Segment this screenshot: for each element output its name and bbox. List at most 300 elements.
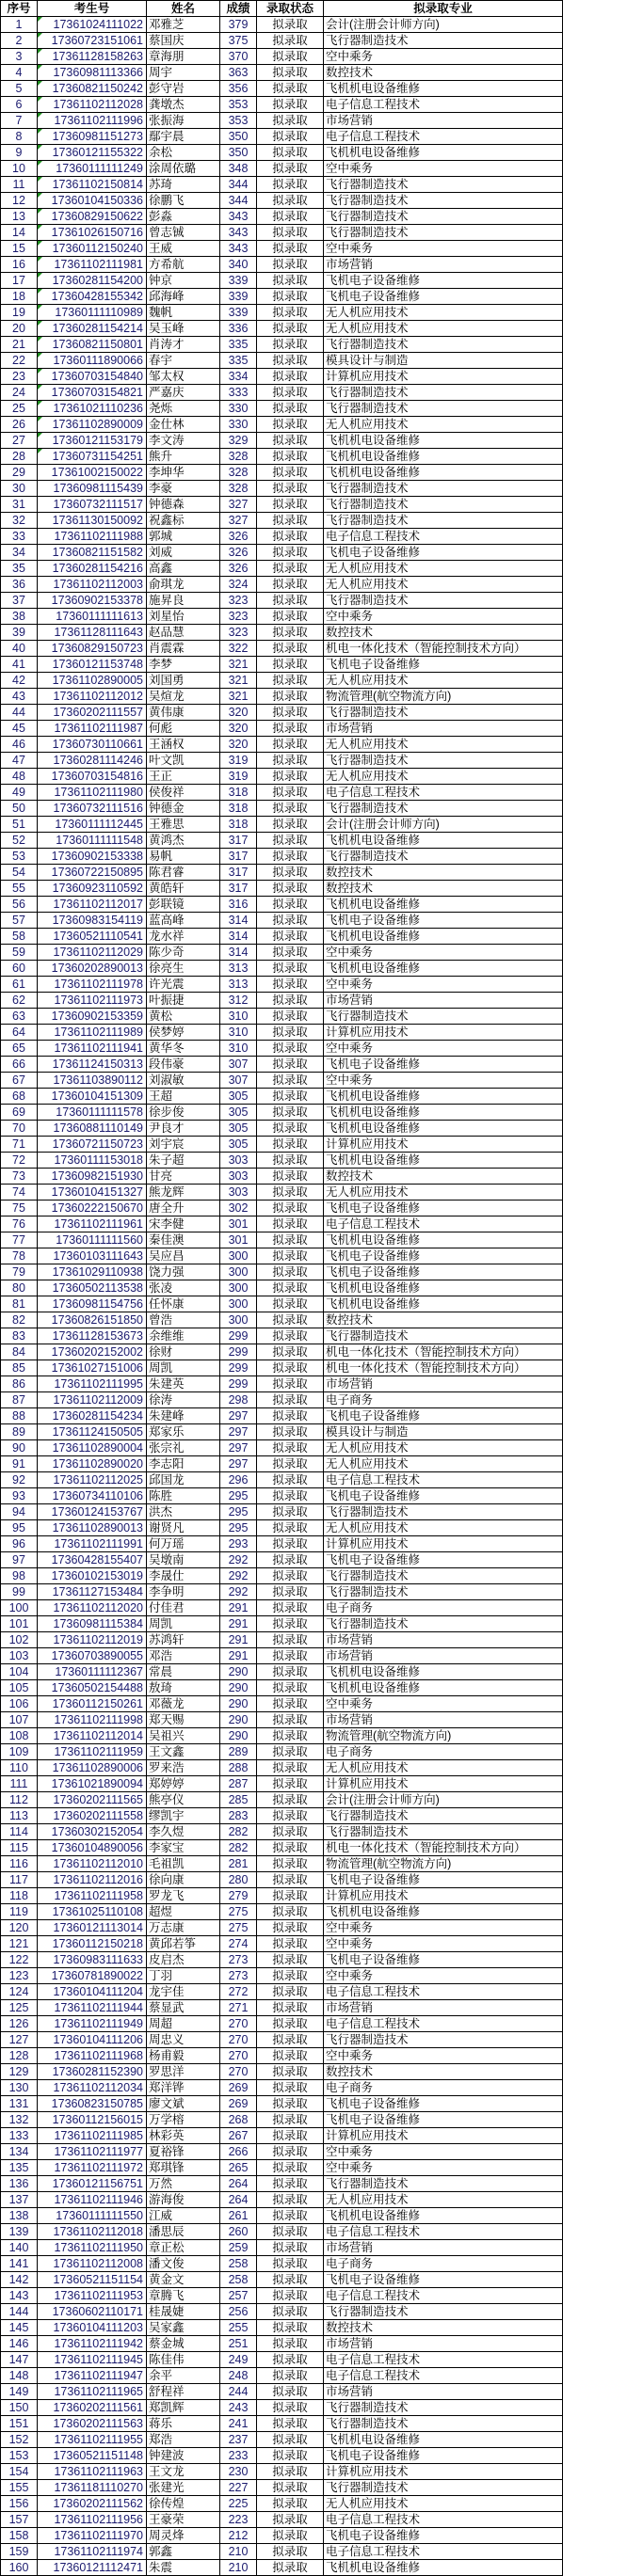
seq-cell: 159 — [1, 2544, 38, 2560]
major-cell: 空中乘务 — [324, 1920, 563, 1936]
seq-cell: 96 — [1, 1536, 38, 1552]
major-cell: 飞行器制造技术 — [324, 2400, 563, 2416]
major-cell: 物流管理(航空物流方向) — [324, 689, 563, 705]
name-cell: 周忠义 — [147, 2032, 220, 2048]
name-cell: 高鑫 — [147, 561, 220, 577]
major-cell: 飞行器制造技术 — [324, 385, 563, 401]
table-row — [1, 385, 563, 401]
table-row — [1, 337, 563, 353]
name-cell: 徐亮生 — [147, 961, 220, 977]
table-row — [1, 225, 563, 241]
status-cell: 拟录取 — [257, 2048, 324, 2064]
table-row — [1, 433, 563, 449]
table-row — [1, 2048, 563, 2064]
score-cell: 285 — [220, 1792, 257, 1808]
table-row — [1, 2080, 563, 2096]
table-row — [1, 465, 563, 481]
status-cell: 拟录取 — [257, 1584, 324, 1600]
seq-cell: 115 — [1, 1840, 38, 1856]
text-number-indicator-icon — [38, 177, 42, 182]
seq-cell: 72 — [1, 1153, 38, 1169]
table-row — [1, 881, 563, 897]
major-cell: 市场营销 — [324, 1712, 563, 1728]
table-row — [1, 321, 563, 337]
score-cell: 343 — [220, 225, 257, 241]
table-row — [1, 113, 563, 129]
text-number-indicator-icon — [38, 417, 42, 421]
name-cell: 谢贤凡 — [147, 1520, 220, 1536]
status-cell: 拟录取 — [257, 2224, 324, 2240]
major-cell: 无人机应用技术 — [324, 1440, 563, 1456]
name-cell: 彭守岩 — [147, 81, 220, 97]
status-cell: 拟录取 — [257, 97, 324, 113]
text-number-indicator-icon — [38, 449, 42, 453]
status-cell: 拟录取 — [257, 2320, 324, 2336]
status-cell: 拟录取 — [257, 577, 324, 593]
name-cell: 潘思辰 — [147, 2224, 220, 2240]
table-row — [1, 2352, 563, 2368]
major-cell: 会计(注册会计师方向) — [324, 17, 563, 33]
exam-id-cell: 17360111111578 — [38, 1105, 147, 1121]
exam-id-cell — [38, 33, 147, 49]
major-cell: 飞行器制造技术 — [324, 705, 563, 721]
table-row — [1, 1057, 563, 1073]
score-cell: 275 — [220, 1920, 257, 1936]
seq-cell: 43 — [1, 689, 38, 705]
score-cell: 212 — [220, 2528, 257, 2544]
exam-id-cell: 17360121156751 — [38, 2176, 147, 2192]
major-cell: 飞行器制造技术 — [324, 193, 563, 209]
score-cell: 282 — [220, 1840, 257, 1856]
score-cell: 379 — [220, 17, 257, 33]
table-row — [1, 2384, 563, 2400]
name-cell: 徐传煌 — [147, 2496, 220, 2512]
major-cell: 飞行器制造技术 — [324, 2032, 563, 2048]
seq-cell: 154 — [1, 2464, 38, 2480]
status-cell: 拟录取 — [257, 273, 324, 289]
score-cell: 300 — [220, 1280, 257, 1296]
major-cell: 飞机机电设备维修 — [324, 465, 563, 481]
name-cell: 邱国龙 — [147, 1472, 220, 1488]
major-cell: 空中乘务 — [324, 945, 563, 961]
score-cell: 298 — [220, 1392, 257, 1408]
name-cell: 周灵烽 — [147, 2528, 220, 2544]
seq-cell: 63 — [1, 1009, 38, 1025]
seq-cell: 108 — [1, 1728, 38, 1744]
status-cell: 拟录取 — [257, 481, 324, 497]
score-cell: 243 — [220, 2400, 257, 2416]
major-cell: 飞行器制造技术 — [324, 497, 563, 513]
score-cell: 241 — [220, 2416, 257, 2432]
major-cell: 会计(注册会计师方向) — [324, 1792, 563, 1808]
name-cell: 龚墩杰 — [147, 97, 220, 113]
major-cell: 飞机电子设备维修 — [324, 2096, 563, 2112]
exam-id-cell: 17361124150313 — [38, 1057, 147, 1073]
seq-cell: 157 — [1, 2512, 38, 2528]
text-number-indicator-icon — [38, 17, 42, 22]
exam-id-cell: 17361102111945 — [38, 2352, 147, 2368]
header-score: 成绩 — [220, 1, 257, 17]
exam-id-cell: 17360202111557 — [38, 705, 147, 721]
major-cell: 飞机机电设备维修 — [324, 145, 563, 161]
seq-cell: 125 — [1, 2000, 38, 2016]
seq-cell: 152 — [1, 2432, 38, 2448]
exam-id-cell: 17360202111563 — [38, 2416, 147, 2432]
exam-id-cell: 17360829150723 — [38, 641, 147, 657]
seq-cell: 37 — [1, 593, 38, 609]
seq-cell: 106 — [1, 1696, 38, 1712]
table-row — [1, 1664, 563, 1680]
exam-id-cell — [38, 385, 147, 401]
status-cell: 拟录取 — [257, 49, 324, 65]
seq-cell: 95 — [1, 1520, 38, 1536]
seq-cell: 26 — [1, 417, 38, 433]
seq-cell: 76 — [1, 1216, 38, 1232]
table-body — [1, 17, 563, 2576]
name-cell: 李坤华 — [147, 465, 220, 481]
major-cell: 空中乘务 — [324, 2160, 563, 2176]
seq-cell: 137 — [1, 2192, 38, 2208]
header-row — [1, 1, 563, 17]
seq-cell: 15 — [1, 241, 38, 257]
score-cell: 323 — [220, 593, 257, 609]
seq-cell: 81 — [1, 1296, 38, 1312]
exam-id-cell: 17360902153359 — [38, 1009, 147, 1025]
text-number-indicator-icon — [38, 401, 42, 405]
seq-cell: 84 — [1, 1344, 38, 1360]
seq-cell: 153 — [1, 2448, 38, 2464]
name-cell: 李梦 — [147, 657, 220, 673]
name-cell: 付佳君 — [147, 1600, 220, 1616]
score-cell: 310 — [220, 1041, 257, 1057]
status-cell: 拟录取 — [257, 2288, 324, 2304]
seq-cell: 156 — [1, 2496, 38, 2512]
status-cell: 拟录取 — [257, 1344, 324, 1360]
name-cell: 超煜 — [147, 1904, 220, 1920]
status-cell: 拟录取 — [257, 657, 324, 673]
table-row — [1, 2448, 563, 2464]
score-cell: 353 — [220, 113, 257, 129]
score-cell: 295 — [220, 1504, 257, 1520]
name-cell: 徐涛 — [147, 1392, 220, 1408]
name-cell: 李家宝 — [147, 1840, 220, 1856]
seq-cell: 8 — [1, 129, 38, 145]
exam-id-text: 17361024111022 — [53, 18, 143, 31]
name-cell: 廖文斌 — [147, 2096, 220, 2112]
status-cell: 拟录取 — [257, 1360, 324, 1376]
seq-cell: 130 — [1, 2080, 38, 2096]
status-cell: 拟录取 — [257, 1872, 324, 1888]
table-row — [1, 1824, 563, 1840]
exam-id-cell — [38, 193, 147, 209]
seq-cell: 83 — [1, 1328, 38, 1344]
table-row — [1, 785, 563, 801]
seq-cell: 132 — [1, 2112, 38, 2128]
name-cell: 章正松 — [147, 2240, 220, 2256]
table-row — [1, 2128, 563, 2144]
major-cell: 数控技术 — [324, 1169, 563, 1185]
score-cell: 317 — [220, 833, 257, 849]
table-row — [1, 1472, 563, 1488]
major-cell: 飞机机电设备维修 — [324, 1280, 563, 1296]
score-cell: 225 — [220, 2496, 257, 2512]
name-cell: 王正 — [147, 769, 220, 785]
major-cell: 飞机电子设备维修 — [324, 1057, 563, 1073]
table-row — [1, 1424, 563, 1440]
seq-cell: 97 — [1, 1552, 38, 1568]
table-row — [1, 497, 563, 513]
name-cell: 张凌 — [147, 1280, 220, 1296]
score-cell: 329 — [220, 433, 257, 449]
seq-cell: 92 — [1, 1472, 38, 1488]
score-cell: 275 — [220, 1904, 257, 1920]
table-row — [1, 2000, 563, 2016]
text-number-indicator-icon — [38, 305, 42, 310]
major-cell: 空中乘务 — [324, 241, 563, 257]
exam-id-cell: 17361102111958 — [38, 1888, 147, 1904]
score-cell: 299 — [220, 1328, 257, 1344]
major-cell: 飞机机电设备维修 — [324, 2208, 563, 2224]
table-row — [1, 145, 563, 161]
exam-id-cell: 17361181110270 — [38, 2480, 147, 2496]
seq-cell: 150 — [1, 2400, 38, 2416]
major-cell: 飞行器制造技术 — [324, 209, 563, 225]
score-cell: 363 — [220, 65, 257, 81]
exam-id-cell — [38, 209, 147, 225]
exam-id-cell: 17360521151148 — [38, 2448, 147, 2464]
seq-cell: 49 — [1, 785, 38, 801]
exam-id-cell: 17360222150670 — [38, 1201, 147, 1216]
name-cell: 易帆 — [147, 849, 220, 865]
name-cell: 余维维 — [147, 1328, 220, 1344]
name-cell: 丁羽 — [147, 1968, 220, 1984]
seq-cell: 4 — [1, 65, 38, 81]
name-cell: 邱海峰 — [147, 289, 220, 305]
seq-cell: 33 — [1, 529, 38, 545]
major-cell: 数控技术 — [324, 2320, 563, 2336]
table-row — [1, 945, 563, 961]
seq-cell: 114 — [1, 1824, 38, 1840]
exam-id-text: 17361102111981 — [54, 258, 143, 271]
exam-id-cell: 17361102112014 — [38, 1728, 147, 1744]
exam-id-text: 17361102150814 — [52, 178, 143, 191]
exam-id-cell: 17360281154216 — [38, 561, 147, 577]
exam-id-cell: 17360502154488 — [38, 1680, 147, 1696]
exam-id-cell: 17361102111947 — [38, 2368, 147, 2384]
score-cell: 339 — [220, 305, 257, 321]
score-cell: 291 — [220, 1632, 257, 1648]
major-cell: 无人机应用技术 — [324, 2192, 563, 2208]
score-cell: 290 — [220, 1712, 257, 1728]
score-cell: 259 — [220, 2240, 257, 2256]
status-cell: 拟录取 — [257, 1696, 324, 1712]
text-number-indicator-icon — [38, 209, 42, 214]
status-cell: 拟录取 — [257, 2304, 324, 2320]
table-row — [1, 1121, 563, 1137]
seq-cell: 53 — [1, 849, 38, 865]
status-cell: 拟录取 — [257, 2000, 324, 2016]
status-cell: 拟录取 — [257, 33, 324, 49]
score-cell: 323 — [220, 625, 257, 641]
exam-id-cell: 17360881110149 — [38, 1121, 147, 1137]
score-cell: 271 — [220, 2000, 257, 2016]
exam-id-cell: 17360121153748 — [38, 657, 147, 673]
exam-id-cell: 17361027151006 — [38, 1360, 147, 1376]
seq-cell: 65 — [1, 1041, 38, 1057]
score-cell: 297 — [220, 1408, 257, 1424]
exam-id-cell: 17360104890056 — [38, 1840, 147, 1856]
score-cell: 264 — [220, 2192, 257, 2208]
name-cell: 郑洋铧 — [147, 2080, 220, 2096]
name-cell: 敖琦 — [147, 1680, 220, 1696]
major-cell: 飞机机电设备维修 — [324, 2560, 563, 2576]
exam-id-cell: 17360104111203 — [38, 2320, 147, 2336]
seq-cell: 131 — [1, 2096, 38, 2112]
name-cell: 许光震 — [147, 977, 220, 993]
major-cell: 飞行器制造技术 — [324, 2480, 563, 2496]
major-cell: 飞机机电设备维修 — [324, 81, 563, 97]
score-cell: 291 — [220, 1648, 257, 1664]
table-row — [1, 1360, 563, 1376]
seq-cell: 151 — [1, 2416, 38, 2432]
name-cell: 余松 — [147, 145, 220, 161]
name-cell: 王豪荣 — [147, 2512, 220, 2528]
exam-id-cell: 17361102111953 — [38, 2288, 147, 2304]
major-cell: 空中乘务 — [324, 49, 563, 65]
exam-id-cell: 17360826151850 — [38, 1312, 147, 1328]
name-cell: 江威 — [147, 2208, 220, 2224]
major-cell: 机电一体化技术（智能控制技术方向） — [324, 641, 563, 657]
major-cell: 计算机应用技术 — [324, 1137, 563, 1153]
table-row — [1, 817, 563, 833]
exam-id-text: 17360428155342 — [51, 290, 143, 303]
score-cell: 300 — [220, 1264, 257, 1280]
table-row — [1, 305, 563, 321]
seq-cell: 88 — [1, 1408, 38, 1424]
status-cell: 拟录取 — [257, 1280, 324, 1296]
table-row — [1, 2528, 563, 2544]
seq-cell: 20 — [1, 321, 38, 337]
status-cell: 拟录取 — [257, 1520, 324, 1536]
score-cell: 321 — [220, 657, 257, 673]
major-cell: 飞机电子设备维修 — [324, 545, 563, 561]
name-cell: 杨甫毅 — [147, 2048, 220, 2064]
score-cell: 299 — [220, 1344, 257, 1360]
seq-cell: 48 — [1, 769, 38, 785]
status-cell: 拟录取 — [257, 2464, 324, 2480]
table-row — [1, 2304, 563, 2320]
exam-id-cell: 17360111112367 — [38, 1664, 147, 1680]
name-cell: 段伟豪 — [147, 1057, 220, 1073]
exam-id-cell: 17360521151154 — [38, 2272, 147, 2288]
exam-id-cell: 17360902153338 — [38, 849, 147, 865]
table-row — [1, 2144, 563, 2160]
table-row — [1, 865, 563, 881]
status-cell: 拟录取 — [257, 993, 324, 1009]
major-cell: 空中乘务 — [324, 2048, 563, 2064]
major-cell: 飞机机电设备维修 — [324, 961, 563, 977]
name-cell: 周凯 — [147, 1360, 220, 1376]
score-cell: 296 — [220, 1472, 257, 1488]
status-cell: 拟录取 — [257, 1025, 324, 1041]
status-cell: 拟录取 — [257, 2272, 324, 2288]
text-number-indicator-icon — [38, 337, 42, 342]
exam-id-cell — [38, 65, 147, 81]
exam-id-cell: 17361102111991 — [38, 1536, 147, 1552]
text-number-indicator-icon — [38, 385, 42, 390]
major-cell: 市场营销 — [324, 257, 563, 273]
name-cell: 万然 — [147, 2176, 220, 2192]
table-row — [1, 753, 563, 769]
seq-cell: 68 — [1, 1089, 38, 1105]
seq-cell: 91 — [1, 1456, 38, 1472]
major-cell: 飞机电子设备维修 — [324, 2112, 563, 2128]
table-row — [1, 417, 563, 433]
exam-id-cell: 17360111111560 — [38, 1232, 147, 1248]
major-cell: 飞机电子设备维修 — [324, 1952, 563, 1968]
score-cell: 327 — [220, 513, 257, 529]
score-cell: 356 — [220, 81, 257, 97]
name-cell: 陈少奇 — [147, 945, 220, 961]
exam-id-cell: 17360734110106 — [38, 1488, 147, 1504]
table-row — [1, 353, 563, 369]
major-cell: 飞行器制造技术 — [324, 2416, 563, 2432]
table-row — [1, 33, 563, 49]
major-cell: 飞行器制造技术 — [324, 481, 563, 497]
seq-cell: 136 — [1, 2176, 38, 2192]
score-cell: 334 — [220, 369, 257, 385]
name-cell: 万志康 — [147, 1920, 220, 1936]
status-cell: 拟录取 — [257, 1632, 324, 1648]
exam-id-cell — [38, 417, 147, 433]
seq-cell: 113 — [1, 1808, 38, 1824]
score-cell: 289 — [220, 1744, 257, 1760]
score-cell: 323 — [220, 609, 257, 625]
seq-cell: 124 — [1, 1984, 38, 2000]
name-cell: 赵品慧 — [147, 625, 220, 641]
seq-cell: 146 — [1, 2336, 38, 2352]
name-cell: 吴祖兴 — [147, 1728, 220, 1744]
score-cell: 292 — [220, 1584, 257, 1600]
major-cell: 市场营销 — [324, 1376, 563, 1392]
name-cell: 邓薇龙 — [147, 1696, 220, 1712]
table-row — [1, 1888, 563, 1904]
score-cell: 326 — [220, 561, 257, 577]
major-cell: 计算机应用技术 — [324, 1536, 563, 1552]
name-cell: 李争明 — [147, 1584, 220, 1600]
exam-id-cell: 17360982151930 — [38, 1169, 147, 1185]
status-cell: 拟录取 — [257, 1248, 324, 1264]
exam-id-cell: 17361102111968 — [38, 2048, 147, 2064]
table-row — [1, 2400, 563, 2416]
name-cell: 龙水祥 — [147, 929, 220, 945]
name-cell: 侯俊祥 — [147, 785, 220, 801]
score-cell: 237 — [220, 2432, 257, 2448]
exam-id-text: 17361021110236 — [53, 402, 143, 415]
name-cell: 肖涛才 — [147, 337, 220, 353]
score-cell: 314 — [220, 945, 257, 961]
score-cell: 321 — [220, 689, 257, 705]
score-cell: 260 — [220, 2224, 257, 2240]
table-row — [1, 849, 563, 865]
score-cell: 305 — [220, 1105, 257, 1121]
status-cell: 拟录取 — [257, 1824, 324, 1840]
seq-cell: 142 — [1, 2272, 38, 2288]
table-row — [1, 961, 563, 977]
status-cell: 拟录取 — [257, 81, 324, 97]
major-cell: 电子信息工程技术 — [324, 97, 563, 113]
exam-id-cell: 17360104151327 — [38, 1185, 147, 1201]
